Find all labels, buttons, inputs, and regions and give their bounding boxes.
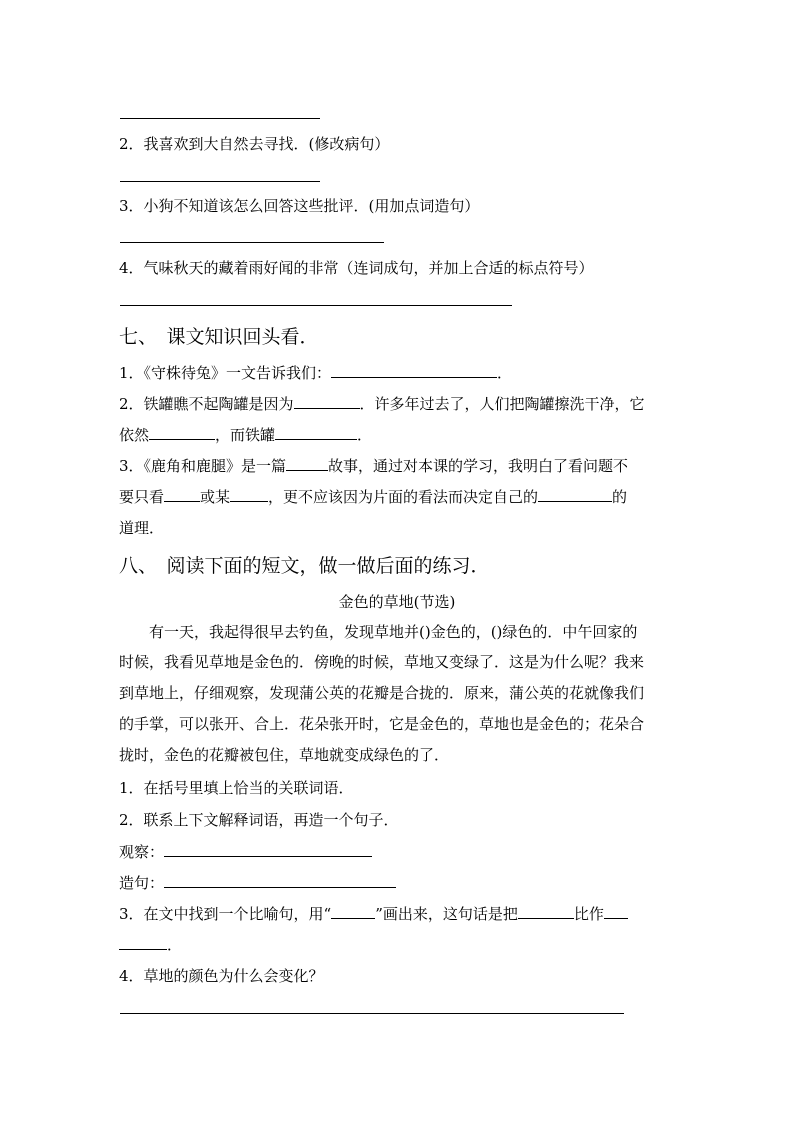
section-7-heading: 七、 课文知识回头看． xyxy=(119,326,319,348)
answer-line-6-3[interactable] xyxy=(120,242,384,243)
passage-title: 金色的草地(节选) xyxy=(338,593,456,611)
passage-line-5: 拢时，金色的花瓣被包住，草地就变成绿色的了． xyxy=(119,746,450,764)
passage-line-4: 的手掌，可以张开、合上．花朵张开时，它是金色的，草地也是金色的；花朵合 xyxy=(119,715,645,733)
sec7-q1-end: ． xyxy=(497,364,513,382)
sec8-q3-text-d: ． xyxy=(167,936,183,954)
sec8-q3-blank-1[interactable] xyxy=(331,904,375,919)
sec7-q3-line3: 道理． xyxy=(119,519,165,537)
sentence-label: 造句： xyxy=(119,874,165,892)
sec7-q2-text-e: ． xyxy=(357,426,373,444)
passage-line-3: 到草地上，仔细观察，发现蒲公英的花瓣是合拢的．原来，蒲公英的花就像我们 xyxy=(119,684,645,702)
sec7-q2-text-d: ，而铁罐 xyxy=(215,426,276,444)
sec8-q2: 2．联系上下文解释词语，再造一个句子． xyxy=(119,811,399,829)
sec6-q4: 4．气味秋天的藏着雨好闻的非常（连词成句，并加上合适的标点符号） xyxy=(119,259,594,277)
sec6-q3: 3．小狗不知道该怎么回答这些批评．(用加点词造句） xyxy=(119,197,480,215)
sec7-q2-line2 xyxy=(119,425,372,445)
sec7-q2-blank-1[interactable] xyxy=(294,394,360,409)
sec8-q3-line2 xyxy=(119,935,182,955)
sec8-q3-text-c: 比作 xyxy=(573,905,604,923)
sec8-q3-text-a: 3．在文中找到一个比喻句，用“ xyxy=(119,905,332,923)
answer-line-6-1[interactable] xyxy=(120,118,320,119)
sec7-q1-blank[interactable] xyxy=(331,363,497,378)
sec8-q2-sentence xyxy=(119,873,396,893)
sec8-q3-blank-2[interactable] xyxy=(518,904,574,919)
sec7-q3-text-f: 的 xyxy=(612,488,628,506)
sec7-q3-line1 xyxy=(119,456,628,476)
sentence-blank[interactable] xyxy=(164,873,396,888)
sec7-q1 xyxy=(119,363,512,383)
sec7-q3-text-b: 故事，通过对本课的学习，我明白了看问题不 xyxy=(328,457,629,475)
sec7-q3-text-a: 3．《鹿角和鹿腿》是一篇 xyxy=(119,457,287,475)
sec7-q3-blank-2[interactable] xyxy=(164,487,200,502)
sec8-q2-observe xyxy=(119,842,372,862)
sec7-q2-text-c: 依然 xyxy=(119,426,150,444)
sec7-q2-blank-2[interactable] xyxy=(149,425,215,440)
sec7-q3-blank-1[interactable] xyxy=(286,456,328,471)
sec7-q3-blank-3[interactable] xyxy=(230,487,268,502)
sec7-q2-text-a: 2．铁罐瞧不起陶罐是因为 xyxy=(119,395,294,413)
sec8-q3-blank-3b[interactable] xyxy=(119,935,167,950)
sec7-q2-line1 xyxy=(119,394,645,414)
sec7-q3-text-c: 要只看 xyxy=(119,488,165,506)
observe-blank[interactable] xyxy=(164,842,372,857)
sec7-q2-blank-3[interactable] xyxy=(275,425,357,440)
sec8-q3-text-b: ”画出来，这句话是把 xyxy=(375,905,518,923)
sec7-q3-line2 xyxy=(119,487,627,507)
answer-line-8-4[interactable] xyxy=(120,1013,624,1014)
sec6-q2: 2．我喜欢到大自然去寻找．(修改病句） xyxy=(119,135,390,153)
sec7-q2-text-b: ．许多年过去了，人们把陶罐擦洗干净，它 xyxy=(359,395,645,413)
section-8-heading: 八、 阅读下面的短文，做一做后面的练习． xyxy=(119,555,490,577)
sec8-q4: 4．草地的颜色为什么会变化？ xyxy=(119,967,324,985)
sec8-q3-blank-3a[interactable] xyxy=(604,904,628,919)
sec8-q1: 1．在括号里填上恰当的关联词语． xyxy=(119,779,354,797)
sec8-q3-line1 xyxy=(119,904,628,924)
answer-line-6-2[interactable] xyxy=(120,181,320,182)
passage-line-1: 有一天，我起得很早去钓鱼，发现草地并()金色的，()绿色的．中午回家的 xyxy=(119,623,638,641)
answer-line-6-4[interactable] xyxy=(120,305,512,306)
sec7-q3-text-d: 或某 xyxy=(200,488,231,506)
observe-label: 观察： xyxy=(119,843,165,861)
sec7-q1-text: 1．《守株待兔》一文告诉我们： xyxy=(119,364,332,382)
sec7-q3-blank-4[interactable] xyxy=(538,487,612,502)
passage-line-2: 时候，我看见草地是金色的．傍晚的时候，草地又变绿了．这是为什么呢？我来 xyxy=(119,653,645,671)
sec7-q3-text-e: ，更不应该因为片面的看法而决定自己的 xyxy=(268,488,539,506)
